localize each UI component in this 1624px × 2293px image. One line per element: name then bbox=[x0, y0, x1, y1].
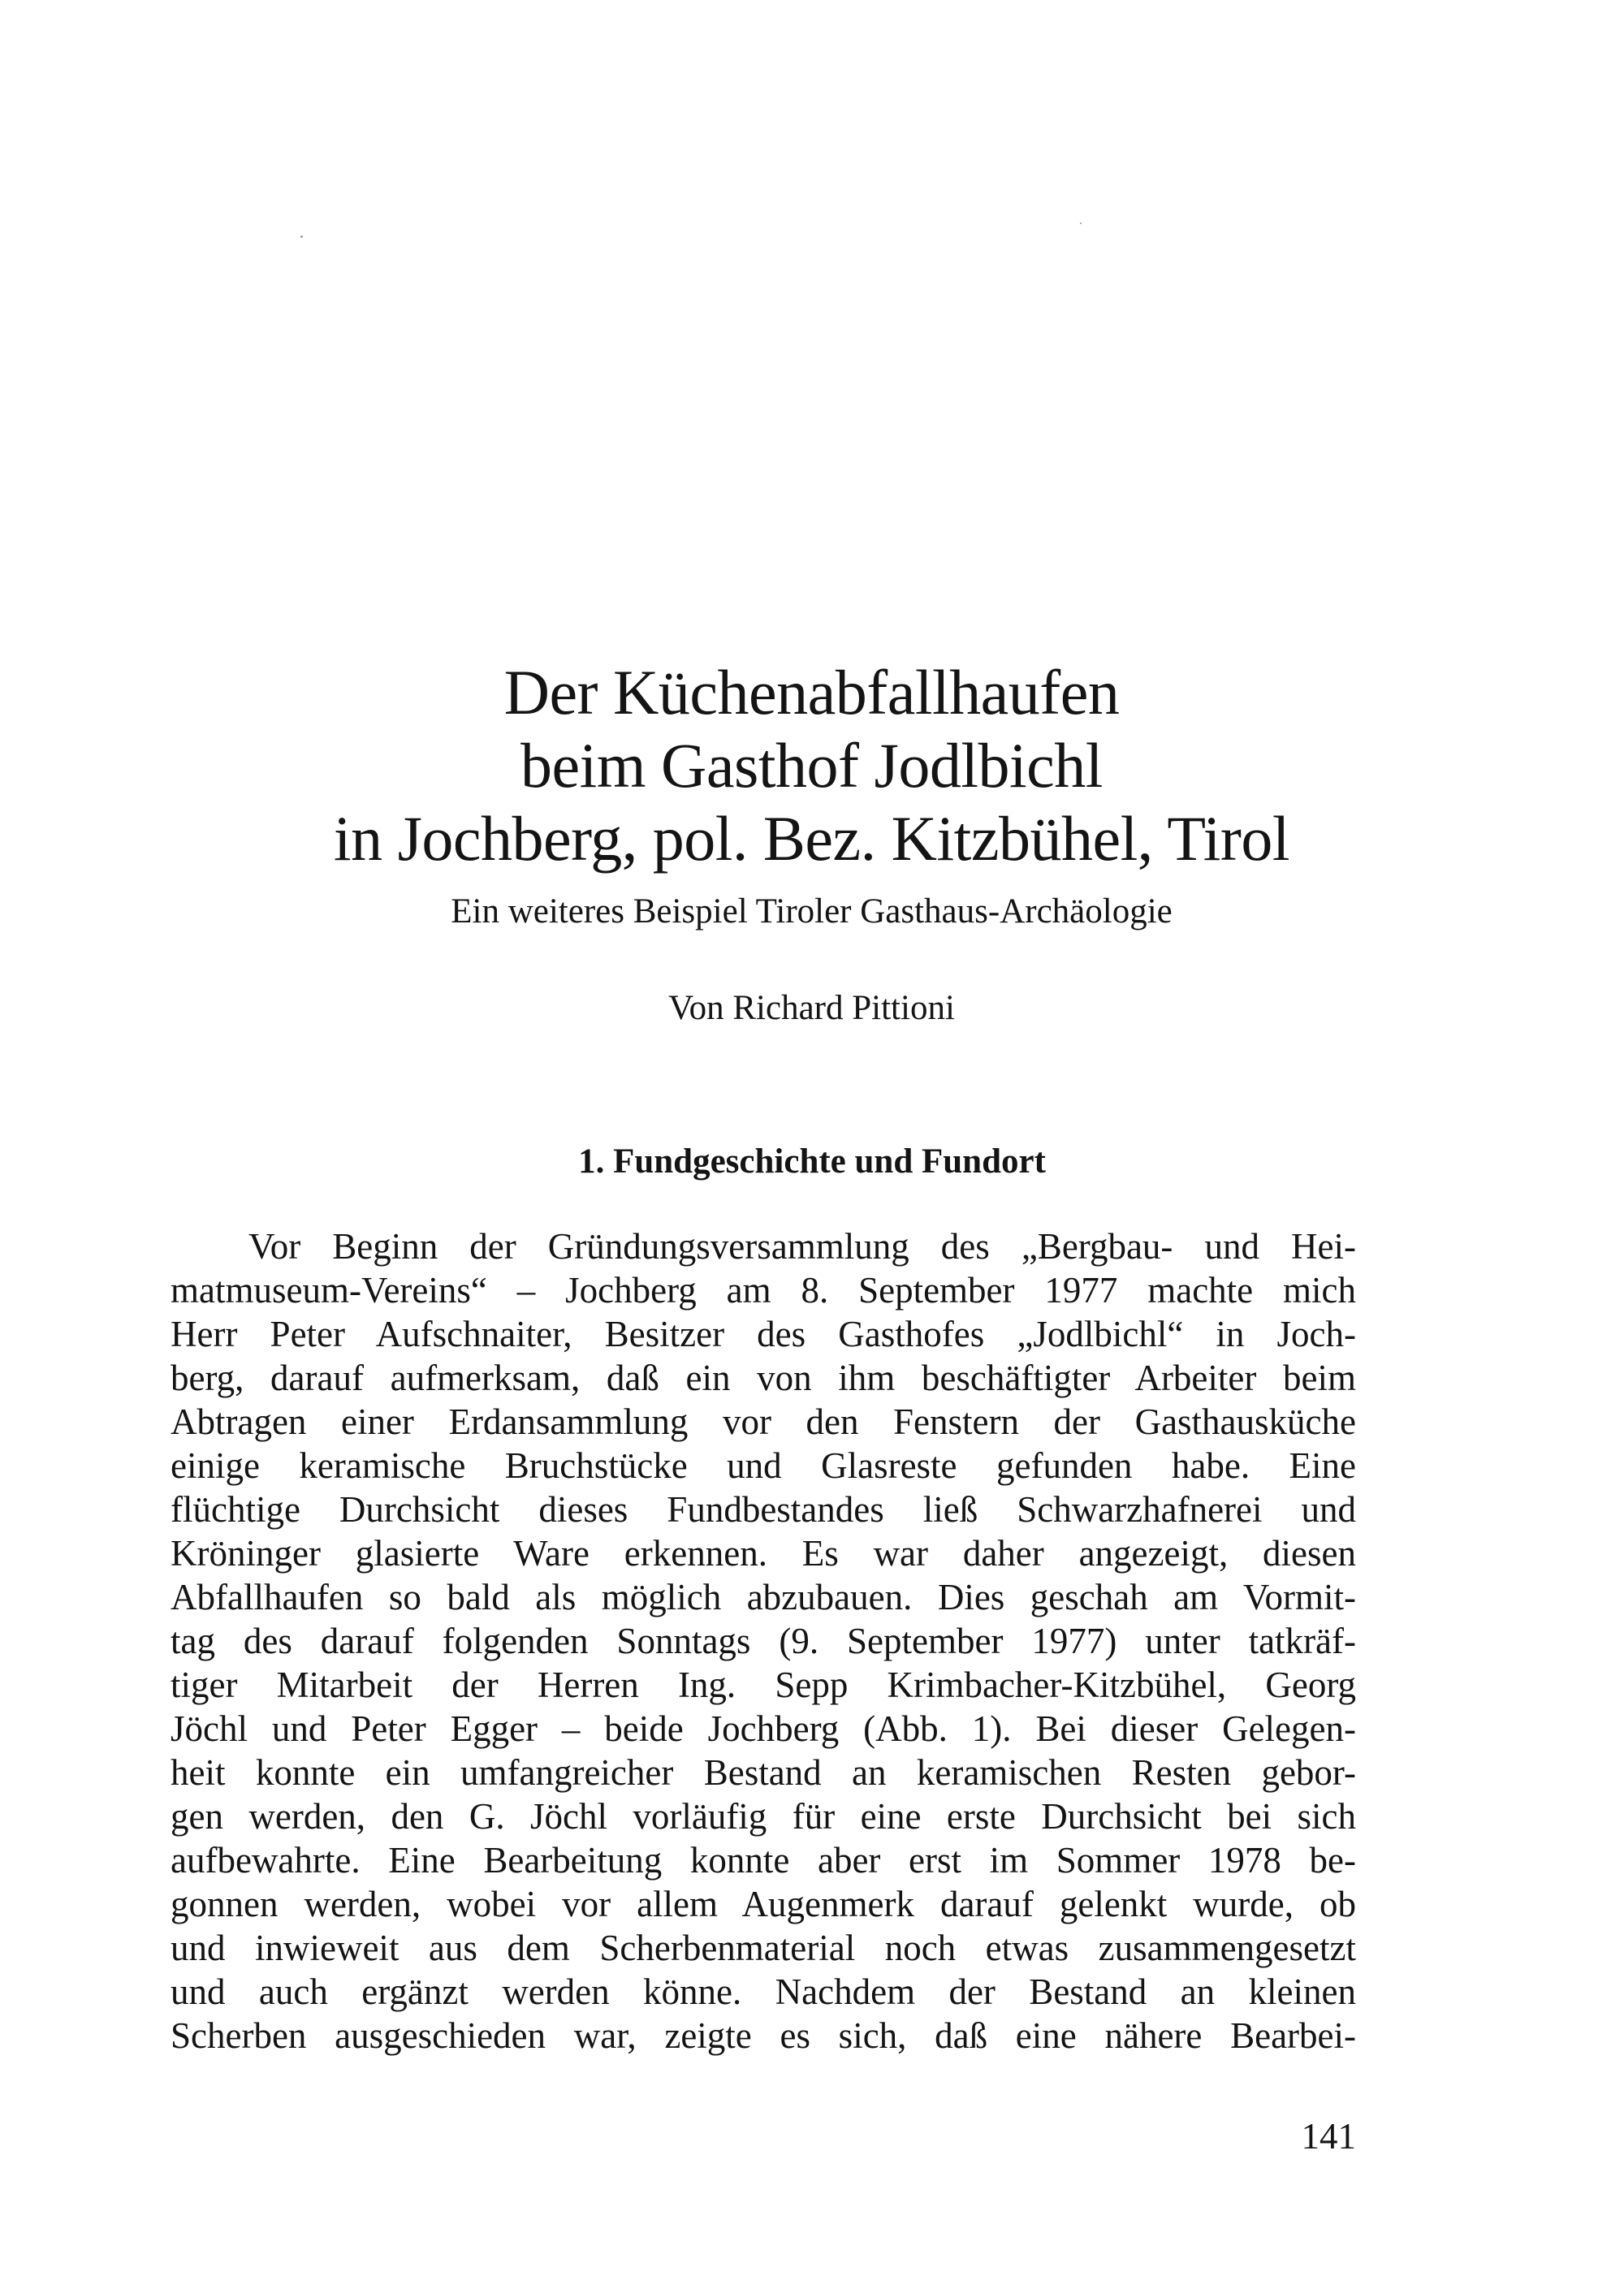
title-line-1: Der Küchenabfallhaufen bbox=[503, 657, 1120, 728]
body-line: gen werden, den G. Jöchl vorläufig für eine erste Durchsicht bei sich bbox=[171, 1796, 1356, 1837]
body-line: Scherben ausgeschieden war, zeigte es sich, daß eine nähere Bearbei- bbox=[171, 2015, 1356, 2056]
body-line: heit konnte ein umfangreicher Bestand an keramischen Resten gebor- bbox=[171, 1752, 1356, 1793]
body-line: tiger Mitarbeit der Herren Ing. Sepp Krimbacher-Kitzbühel, Georg bbox=[171, 1665, 1356, 1705]
body-line: berg, darauf aufmerksam, daß ein von ihm beschäftigter Arbeiter beim bbox=[171, 1358, 1356, 1398]
body-paragraph bbox=[171, 1224, 1356, 2058]
article-subtitle: Ein weiteres Beispiel Tiroler Gasthaus-Archäologie bbox=[451, 892, 1173, 931]
title-line-3: in Jochberg, pol. Bez. Kitzbühel, Tirol bbox=[333, 803, 1290, 874]
body-line: und inwieweit aus dem Scherbenmaterial noch etwas zusammengesetzt bbox=[171, 1928, 1356, 1968]
body-line: einige keramische Bruchstücke und Glasreste gefunden habe. Eine bbox=[171, 1445, 1356, 1486]
body-line: Vor Beginn der Gründungsversammlung des „Bergbau- und Hei- bbox=[248, 1226, 1356, 1267]
title-line-2: beim Gasthof Jodlbichl bbox=[520, 730, 1103, 801]
body-line: und auch ergänzt werden könne. Nachdem der Bestand an kleinen bbox=[171, 1971, 1356, 2012]
scan-speck bbox=[300, 235, 303, 238]
body-line: gonnen werden, wobei vor allem Augenmerk darauf gelenkt wurde, ob bbox=[171, 1884, 1356, 1924]
section-heading: 1. Fundgeschichte und Fundort bbox=[578, 1142, 1046, 1181]
body-line: flüchtige Durchsicht dieses Fundbestandes ließ Schwarzhafnerei und bbox=[171, 1489, 1356, 1530]
scan-speck bbox=[1080, 222, 1082, 224]
body-line: aufbewahrte. Eine Bearbeitung konnte aber erst im Sommer 1978 be- bbox=[171, 1840, 1356, 1881]
article-title bbox=[0, 656, 1623, 875]
body-line: tag des darauf folgenden Sonntags (9. September 1977) unter tatkräf- bbox=[171, 1621, 1356, 1661]
body-line: Abfallhaufen so bald als möglich abzubauen. Dies geschah am Vormit- bbox=[171, 1577, 1356, 1617]
page-number: 141 bbox=[1301, 2116, 1356, 2157]
body-line: matmuseum-Vereins“ – Jochberg am 8. September 1977 machte mich bbox=[171, 1270, 1356, 1311]
body-line: Jöchl und Peter Egger – beide Jochberg (Abb. 1). Bei dieser Gelegen- bbox=[171, 1708, 1356, 1749]
body-line: Herr Peter Aufschnaiter, Besitzer des Gasthofes „Jodlbichl“ in Joch- bbox=[171, 1314, 1356, 1354]
body-line: Kröninger glasierte Ware erkennen. Es war daher angezeigt, diesen bbox=[171, 1533, 1356, 1574]
body-line: Abtragen einer Erdansammlung vor den Fenstern der Gasthausküche bbox=[171, 1401, 1356, 1442]
article-author: Von Richard Pittioni bbox=[668, 989, 955, 1027]
